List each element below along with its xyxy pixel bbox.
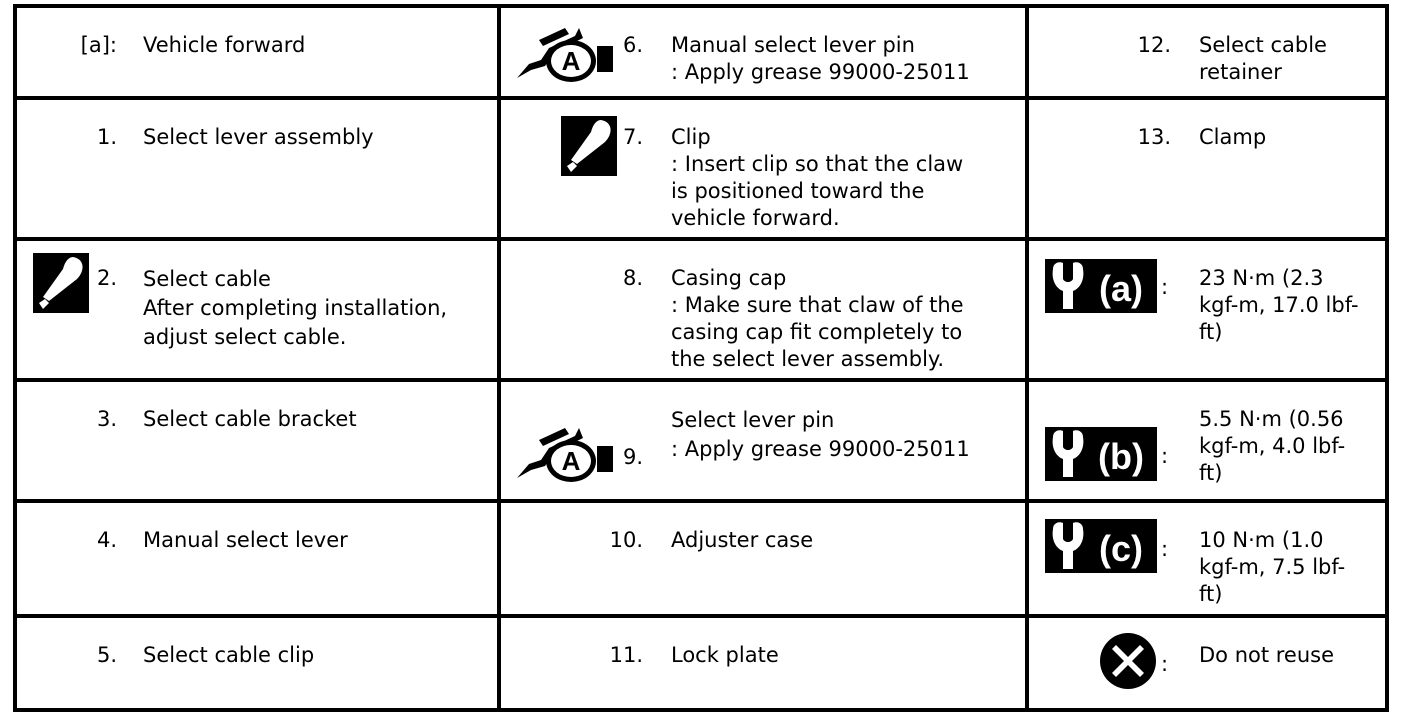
legend-cell [499, 98, 1027, 239]
legend-cell [1027, 380, 1387, 501]
item-number: 8. [622, 266, 643, 290]
svg-text:A: A [561, 46, 581, 76]
item-number: 13. [1137, 125, 1171, 149]
item-description: Casing cap : Make sure that claw of the casing cap fit completely to the select lever assembly. [671, 266, 964, 371]
brush-icon [561, 116, 617, 176]
torque-wrench-icon [1045, 519, 1157, 573]
item-number: 11. [609, 643, 643, 667]
item-description: Select lever assembly [143, 125, 374, 149]
legend-cell [1027, 6, 1387, 98]
table-row [15, 98, 1387, 239]
item-description: Select cable bracket [143, 407, 357, 431]
legend-cell [1027, 616, 1387, 710]
table-row [15, 501, 1387, 616]
item-number: 12. [1137, 33, 1171, 57]
item-description: Manual select lever [143, 528, 348, 552]
table-row [15, 380, 1387, 501]
item-description: Select cable retainer [1199, 33, 1327, 84]
item-number: 4. [96, 528, 117, 552]
item-description: 5.5 N·m (0.56 kgf-m, 4.0 lbf- ft) [1199, 407, 1346, 485]
item-number: 1. [96, 125, 117, 149]
parts-legend-table [13, 4, 1389, 712]
table-row [15, 616, 1387, 710]
item-number: 6. [622, 33, 643, 57]
item-description: Manual select lever pin : Apply grease 99000-25011 [671, 33, 970, 84]
item-description: Select lever pin : Apply grease 99000-25011 [671, 408, 970, 461]
legend-cell [15, 501, 499, 616]
item-description: Adjuster case [671, 528, 814, 552]
item-number: 9. [622, 445, 643, 469]
legend-cell [499, 380, 1027, 501]
legend-cell [15, 616, 499, 710]
legend-cell [1027, 239, 1387, 380]
legend-cell [499, 616, 1027, 710]
item-description: Clip : Insert clip so that the claw is positioned toward the vehicle forward. [671, 125, 964, 230]
legend-cell [15, 6, 499, 98]
svg-text:A: A [561, 446, 581, 476]
grease-a-icon [515, 26, 617, 82]
torque-wrench-icon [1045, 259, 1157, 313]
do-not-reuse-icon [1099, 632, 1157, 690]
legend-cell [499, 501, 1027, 616]
legend-cell [499, 239, 1027, 380]
torque-wrench-icon [1045, 427, 1157, 481]
item-description: Select cable clip [143, 643, 315, 667]
legend-cell [15, 380, 499, 501]
grease-a-icon [515, 426, 617, 482]
item-description: Clamp [1199, 125, 1267, 149]
svg-text:(c): (c) [1099, 528, 1143, 569]
table-row [15, 239, 1387, 380]
legend-cell [1027, 501, 1387, 616]
item-number: 2. [96, 266, 117, 290]
brush-icon [33, 253, 89, 313]
legend-cell [15, 239, 499, 380]
item-description: Vehicle forward [143, 33, 306, 57]
colon-mark: : [1161, 652, 1169, 676]
colon-mark: : [1161, 537, 1169, 561]
item-number: 5. [96, 643, 117, 667]
svg-text:(b): (b) [1098, 436, 1144, 477]
item-number: 3. [96, 407, 117, 431]
item-number: 7. [622, 125, 643, 149]
legend-cell [499, 6, 1027, 98]
item-description: 10 N·m (1.0 kgf-m, 7.5 lbf- ft) [1199, 528, 1346, 606]
legend-cell [15, 98, 499, 239]
item-number: 10. [609, 528, 643, 552]
item-number: [a]: [80, 33, 117, 57]
item-description: Do not reuse [1199, 643, 1335, 667]
legend-cell [1027, 98, 1387, 239]
colon-mark: : [1161, 275, 1169, 299]
table-row [15, 6, 1387, 98]
item-description: Select cable After completing installation, adjust select cable. [143, 267, 448, 349]
item-description: 23 N·m (2.3 kgf-m, 17.0 lbf- ft) [1199, 266, 1359, 344]
colon-mark: : [1161, 444, 1169, 468]
svg-text:(a): (a) [1099, 268, 1143, 309]
item-description: Lock plate [671, 643, 779, 667]
